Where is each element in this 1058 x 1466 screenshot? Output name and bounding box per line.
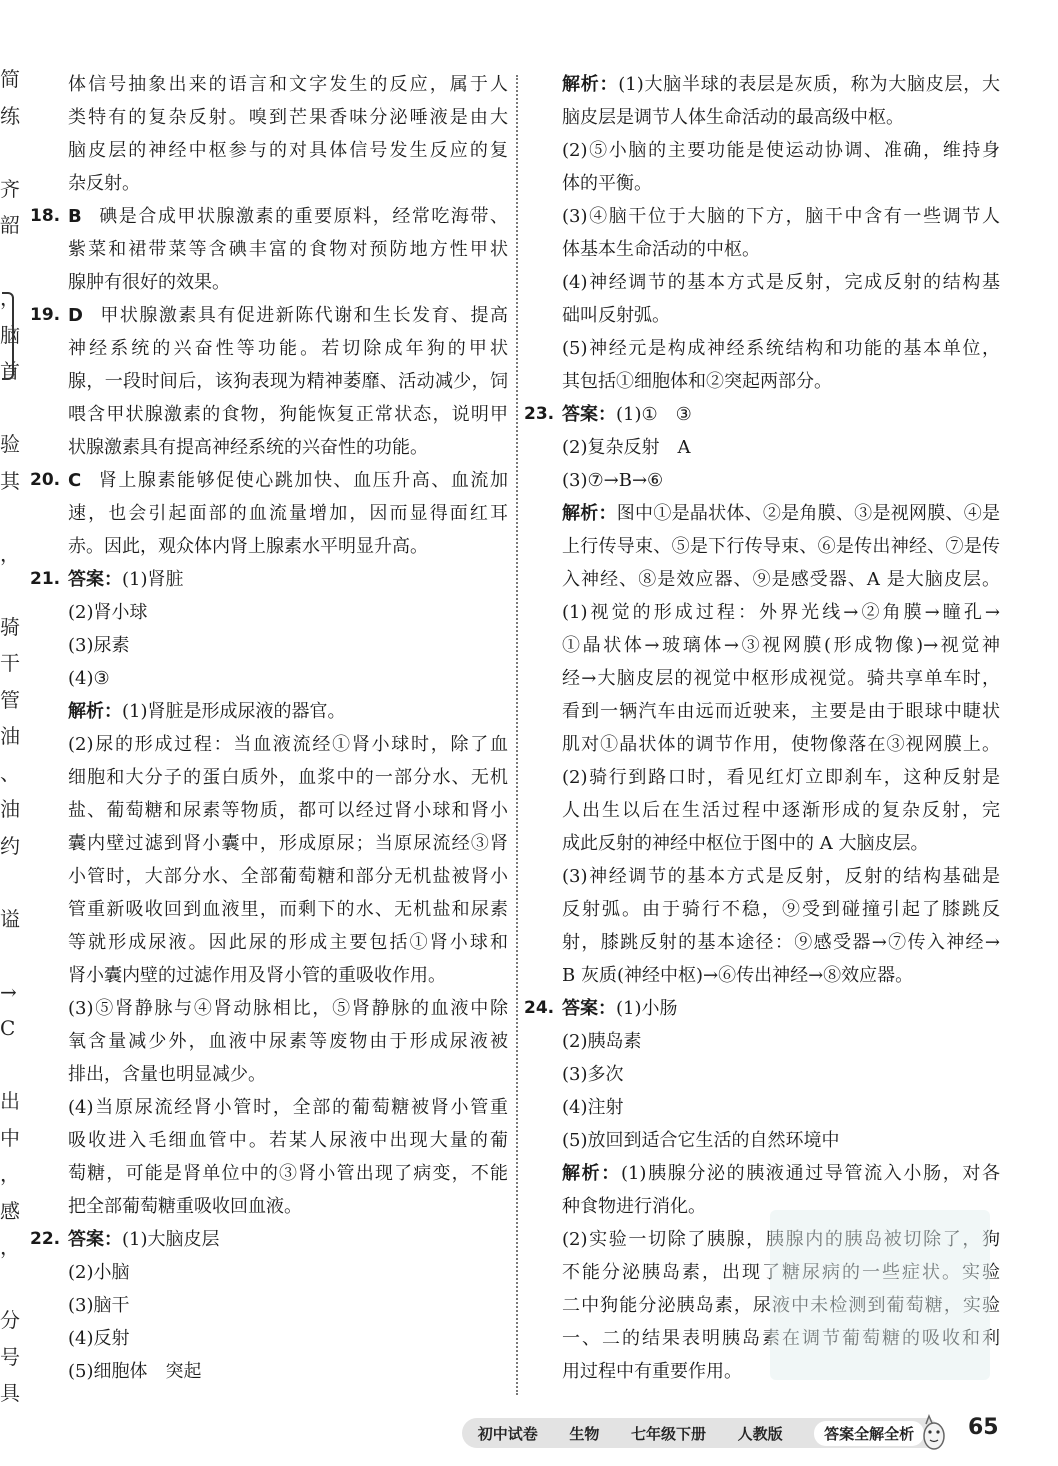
text-line	[524, 794, 1000, 827]
line-text: (5)细胞体 突起	[68, 1361, 202, 1382]
line-text: (2)骑行到路口时，看见红灯立即刹车，这种反射是	[562, 767, 1000, 788]
margin-char: 、	[0, 760, 20, 785]
line-text: 喂含甲状腺激素的食物，狗能恢复正常状态，说明甲	[68, 404, 508, 425]
line-text-wrap	[68, 431, 508, 464]
line-text-wrap	[562, 794, 1000, 827]
line-text: 甲状腺激素具有促进新陈代谢和生长发育、提高	[98, 305, 508, 326]
text-line	[524, 926, 1000, 959]
line-text: 速，也会引起面部的血流量增加，因而显得面红耳	[68, 503, 508, 524]
footer-answer-key: 答案全解全析	[814, 1421, 924, 1446]
answer-label: 解析：	[68, 701, 122, 722]
text-line	[524, 497, 1000, 530]
margin-char: 简	[0, 67, 20, 91]
text-line	[30, 167, 508, 200]
line-text-wrap	[68, 1289, 508, 1322]
line-text-wrap	[562, 101, 1000, 134]
text-line	[524, 134, 1000, 167]
answer-label: 答案：	[68, 1229, 122, 1250]
line-text-wrap	[562, 1157, 1000, 1190]
line-text-wrap	[562, 1025, 1000, 1058]
text-line	[30, 794, 508, 827]
line-text-wrap	[68, 1091, 508, 1124]
text-line	[524, 563, 1000, 596]
line-text: 氧含量减少外，血液中尿素等废物由于形成尿液被	[68, 1031, 508, 1052]
line-text: 上行传导束、⑤是下行传导束、⑥是传出神经、⑦是传	[562, 536, 1000, 557]
line-text: (3)神经调节的基本方式是反射，反射的结构基础是	[562, 866, 1000, 887]
line-text: (4)注射	[562, 1097, 624, 1118]
line-text-wrap	[562, 1124, 1000, 1157]
text-line	[524, 68, 1000, 101]
answer-label: 答案：	[562, 404, 616, 425]
line-text-wrap	[562, 266, 1000, 299]
text-line	[30, 1124, 508, 1157]
answer-label: 解析：	[562, 1163, 621, 1184]
line-text: 肌对①晶状体的调节作用，使物像落在③视网膜上。	[562, 734, 1000, 755]
question-number: 19.	[30, 305, 61, 325]
line-text: 把全部葡萄糖重吸收回血液。	[68, 1196, 302, 1217]
line-text-wrap	[562, 233, 1000, 266]
text-line	[30, 695, 508, 728]
line-text-wrap	[68, 299, 508, 332]
text-line	[30, 101, 508, 134]
text-line	[30, 365, 508, 398]
line-text-wrap	[562, 1091, 1000, 1124]
left-margin-cut-text	[0, 60, 22, 1420]
line-text-wrap	[68, 200, 508, 233]
text-line	[524, 431, 1000, 464]
line-text-wrap	[68, 497, 508, 530]
answer-label: 答案：	[562, 998, 616, 1019]
line-text: B 灰质(神经中枢)→⑥传出神经→⑧效应器。	[562, 965, 914, 986]
text-line	[524, 1157, 1000, 1190]
line-text: 神经系统的兴奋性等功能。若切除成年狗的甲状	[68, 338, 508, 359]
text-line	[524, 101, 1000, 134]
line-text-wrap	[68, 662, 508, 695]
line-text: 成此反射的神经中枢位于图中的 A 大脑皮层。	[562, 833, 929, 854]
text-line	[30, 1289, 508, 1322]
margin-char: 首	[0, 359, 20, 383]
line-text: 排出，含量也明显减少。	[68, 1064, 266, 1085]
line-text-wrap	[68, 365, 508, 398]
line-text-wrap	[562, 926, 1000, 959]
question-number: 24.	[524, 998, 555, 1018]
line-text: 其包括①细胞体和②突起两部分。	[562, 371, 832, 392]
line-text-wrap	[68, 1223, 508, 1256]
line-text: (3)尿素	[68, 635, 130, 656]
text-line	[30, 1025, 508, 1058]
line-text-wrap	[68, 266, 508, 299]
margin-bracket-mark	[2, 292, 14, 380]
line-text-wrap	[68, 1124, 508, 1157]
text-line	[524, 662, 1000, 695]
line-text: 图中①是晶状体、②是角膜、③是视网膜、④是	[616, 503, 1000, 524]
question-number: 23.	[524, 404, 555, 424]
line-text-wrap	[562, 398, 1000, 431]
line-text: 二中狗能分泌胰岛素，尿液中未检测到葡萄糖，实验	[562, 1295, 1000, 1316]
line-text: 盐、葡萄糖和尿素等物质，都可以经过肾小球和肾小	[68, 800, 508, 821]
line-text-wrap	[562, 68, 1000, 101]
line-text-wrap	[562, 959, 1000, 992]
text-line	[30, 1190, 508, 1223]
line-text: 看到一辆汽车由远而近驶来，主要是由于眼球中睫状	[562, 701, 1000, 722]
margin-char: 感	[0, 1198, 20, 1223]
text-line	[30, 1355, 508, 1388]
margin-char: 骑	[0, 614, 20, 639]
line-text: 脑皮层的神经中枢参与的对具体信号发生反应的复	[68, 140, 508, 161]
text-line	[524, 860, 1000, 893]
text-line	[524, 959, 1000, 992]
line-text: (2)尿的形成过程：当血液流经①肾小球时，除了血	[68, 734, 508, 755]
right-column	[524, 68, 1000, 1388]
line-text: 经→大脑皮层的视觉中枢形成视觉。骑共享单车时，	[562, 668, 1000, 689]
text-line	[524, 266, 1000, 299]
text-line	[30, 893, 508, 926]
text-line	[30, 1157, 508, 1190]
line-text-wrap	[562, 827, 1000, 860]
line-text-wrap	[562, 530, 1000, 563]
line-text-wrap	[68, 530, 508, 563]
line-text: (2)小脑	[68, 1262, 130, 1283]
text-line	[30, 563, 508, 596]
answer-letter: D	[68, 305, 83, 326]
line-text: (1)小肠	[616, 998, 678, 1019]
text-line	[524, 200, 1000, 233]
line-text: (3)⑦→B→⑥	[562, 470, 664, 491]
margin-char: 齐	[0, 176, 20, 201]
question-number: 18.	[30, 206, 61, 226]
text-line	[30, 332, 508, 365]
line-text: 杂反射。	[68, 173, 140, 194]
line-text-wrap	[562, 695, 1000, 728]
line-text: (3)⑤肾静脉与④肾动脉相比，⑤肾静脉的血液中除	[68, 998, 508, 1019]
margin-char: 分	[0, 1308, 20, 1332]
text-line	[524, 761, 1000, 794]
margin-char: 练	[0, 103, 20, 128]
line-text: (1)胰腺分泌的胰液通过导管流入小肠，对各	[620, 1163, 1000, 1184]
text-line	[30, 1058, 508, 1091]
text-line	[30, 299, 508, 332]
line-text: 管重新吸收回到血液里，而剩下的水、无机盐和尿素	[68, 899, 508, 920]
line-text-wrap	[68, 695, 508, 728]
page-footer	[462, 1418, 940, 1448]
line-text: 类特有的复杂反射。嗅到芒果香味分泌唾液是由大	[68, 107, 508, 128]
left-column	[30, 68, 508, 1388]
text-line	[30, 761, 508, 794]
line-text: 射，膝跳反射的基本途径：⑨感受器→⑦传入神经→	[562, 932, 1000, 953]
line-text: (1)肾脏是形成尿液的器官。	[122, 701, 346, 722]
line-text: (4)神经调节的基本方式是反射，完成反射的结构基	[562, 272, 1000, 293]
answer-label: 解析：	[562, 503, 617, 524]
text-line	[524, 464, 1000, 497]
line-text-wrap	[562, 167, 1000, 200]
line-text: (3)④脑干位于大脑的下方，脑干中含有一些调节人	[562, 206, 1000, 227]
line-text: 囊内壁过滤到肾小囊中，形成原尿；当原尿流经③肾	[68, 833, 508, 854]
text-line	[30, 860, 508, 893]
line-text-wrap	[68, 1190, 508, 1223]
line-text: 种食物进行消化。	[562, 1196, 706, 1217]
margin-char: 约	[0, 833, 20, 858]
answer-letter: C	[68, 470, 82, 491]
margin-char: 出	[0, 1089, 20, 1113]
line-text-wrap	[68, 761, 508, 794]
margin-char: 脑	[0, 322, 20, 347]
text-line	[30, 926, 508, 959]
text-line	[524, 365, 1000, 398]
footer-series: 初中试卷	[477, 1424, 538, 1443]
margin-char: 中	[0, 1125, 20, 1150]
text-line	[524, 992, 1000, 1025]
line-text-wrap	[68, 794, 508, 827]
line-text-wrap	[562, 497, 1000, 530]
line-text: (2)实验一切除了胰腺，胰腺内的胰岛被切除了，狗	[562, 1229, 1000, 1250]
line-text-wrap	[68, 68, 508, 101]
line-text: 体基本生命活动的中枢。	[562, 239, 760, 260]
line-text-wrap	[562, 332, 1000, 365]
line-text-wrap	[68, 827, 508, 860]
margin-char: 管	[0, 687, 20, 712]
text-line	[524, 1091, 1000, 1124]
margin-char: ，	[0, 1162, 20, 1186]
background-stamp-watermark	[770, 1210, 990, 1380]
text-line	[30, 728, 508, 761]
question-number: 22.	[30, 1229, 61, 1249]
line-text-wrap	[562, 365, 1000, 398]
line-text: 一、二的结果表明胰岛素在调节葡萄糖的吸收和利	[562, 1328, 1000, 1349]
line-text: (1)① ③	[616, 404, 692, 425]
answer-label: 答案：	[68, 569, 122, 590]
margin-char: ，	[0, 1235, 20, 1259]
line-text: 碘是合成甲状腺激素的重要原料，经常吃海带、	[97, 206, 508, 227]
line-text: 入神经、⑧是效应器、⑨是感受器、A 是大脑皮层。	[562, 569, 1000, 590]
line-text: 脑皮层是调节人体生命活动的最高级中枢。	[562, 107, 904, 128]
text-line	[524, 398, 1000, 431]
line-text-wrap	[68, 959, 508, 992]
text-line	[524, 332, 1000, 365]
text-line	[30, 827, 508, 860]
line-text: 不能分泌胰岛素，出现了糖尿病的一些症状。实验	[562, 1262, 1000, 1283]
line-text: 萄糖，可能是肾单位中的③肾小管出现了病变，不能	[68, 1163, 508, 1184]
text-line	[524, 167, 1000, 200]
line-text: 肾小囊内壁的过滤作用及肾小管的重吸收作用。	[68, 965, 446, 986]
text-line	[30, 1091, 508, 1124]
text-line	[30, 200, 508, 233]
column-divider	[516, 75, 518, 1395]
line-text-wrap	[68, 860, 508, 893]
margin-char: ，	[0, 541, 20, 566]
line-text-wrap	[562, 200, 1000, 233]
text-line	[524, 233, 1000, 266]
line-text: (1)视觉的形成过程：外界光线→②角膜→瞳孔→	[562, 602, 1000, 623]
margin-char: 油	[0, 724, 20, 748]
line-text-wrap	[68, 1256, 508, 1289]
line-text: (2)⑤小脑的主要功能是使运动协调、准确，维持身	[562, 140, 1000, 161]
line-text: 小管时，大部分水、全部葡萄糖和部分无机盐被肾小	[68, 866, 508, 887]
line-text: (1)大脑半球的表层是灰质，称为大脑皮层，大	[618, 74, 1000, 95]
margin-char: 韶	[0, 213, 20, 237]
text-line	[524, 299, 1000, 332]
footer-subject: 生物	[569, 1424, 600, 1443]
line-text-wrap	[562, 1058, 1000, 1091]
line-text: 腺肿有很好的效果。	[68, 272, 230, 293]
line-text: 反射弧。由于骑行不稳，⑨受到碰撞引起了膝跳反	[562, 899, 1000, 920]
margin-char: 油	[0, 797, 20, 821]
question-number: 21.	[30, 569, 61, 589]
line-text-wrap	[562, 431, 1000, 464]
line-text-wrap	[68, 332, 508, 365]
margin-char: 谥	[0, 906, 20, 931]
line-text: (5)神经元是构成神经系统结构和功能的基本单位，	[562, 338, 1000, 359]
line-text-wrap	[562, 860, 1000, 893]
line-text: 细胞和大分子的蛋白质外，血浆中的一部分水、无机	[68, 767, 508, 788]
margin-char: ，	[0, 286, 20, 310]
line-text-wrap	[562, 464, 1000, 497]
line-text-wrap	[68, 926, 508, 959]
margin-char: 干	[0, 651, 20, 675]
line-text-wrap	[68, 233, 508, 266]
line-text-wrap	[68, 1322, 508, 1355]
line-text: 赤。因此，观众体内肾上腺素水平明显升高。	[68, 536, 428, 557]
line-text: 吸收进入毛细血管中。若某人尿液中出现大量的葡	[68, 1130, 508, 1151]
text-line	[524, 1058, 1000, 1091]
line-text-wrap	[68, 1025, 508, 1058]
text-line	[30, 266, 508, 299]
text-line	[524, 1124, 1000, 1157]
text-line	[30, 1256, 508, 1289]
page-number: 65	[968, 1415, 999, 1440]
line-text-wrap	[562, 596, 1000, 629]
line-text-wrap	[68, 101, 508, 134]
line-text-wrap	[562, 563, 1000, 596]
line-text: 腺，一段时间后，该狗表现为精神萎靡、活动减少，饲	[68, 371, 508, 392]
text-line	[524, 695, 1000, 728]
line-text-wrap	[68, 464, 508, 497]
line-text-wrap	[562, 299, 1000, 332]
line-text-wrap	[68, 1157, 508, 1190]
text-line	[30, 959, 508, 992]
line-text: (5)放回到适合它生活的自然环境中	[562, 1130, 840, 1151]
text-line	[30, 1322, 508, 1355]
answer-label: 解析：	[562, 74, 619, 95]
line-text-wrap	[562, 992, 1000, 1025]
text-line	[30, 530, 508, 563]
text-line	[30, 398, 508, 431]
line-text-wrap	[68, 728, 508, 761]
line-text-wrap	[562, 134, 1000, 167]
line-text-wrap	[562, 893, 1000, 926]
line-text: 体信号抽象出来的语言和文字发生的反应，属于人	[68, 74, 508, 95]
text-line	[524, 530, 1000, 563]
footer-edition: 人教版	[737, 1424, 783, 1443]
text-line	[30, 662, 508, 695]
line-text-wrap	[68, 1355, 508, 1388]
line-text-wrap	[68, 398, 508, 431]
text-line	[30, 233, 508, 266]
line-text: 等就形成尿液。因此尿的形成主要包括①肾小球和	[68, 932, 508, 953]
line-text: ①晶状体→玻璃体→③视网膜(形成物像)→视觉神	[562, 635, 1000, 656]
text-line	[30, 1223, 508, 1256]
margin-char: 具	[0, 1381, 20, 1405]
footer-grade: 七年级下册	[630, 1424, 706, 1443]
margin-char: 验	[0, 432, 20, 456]
text-line	[30, 992, 508, 1025]
line-text: (4)③	[68, 668, 110, 689]
line-text-wrap	[68, 629, 508, 662]
line-text: (4)当原尿流经肾小管时，全部的葡萄糖被肾小管重	[68, 1097, 508, 1118]
line-text-wrap	[68, 134, 508, 167]
line-text: 础叫反射弧。	[562, 305, 670, 326]
text-line	[30, 596, 508, 629]
line-text: 人出生以后在生活过程中逐渐形成的复杂反射，完	[562, 800, 1000, 821]
line-text: 体的平衡。	[562, 173, 652, 194]
line-text: (1)大脑皮层	[122, 1229, 220, 1250]
line-text-wrap	[562, 629, 1000, 662]
line-text: 肾上腺素能够促使心跳加快、血压升高、血流加	[97, 470, 508, 491]
text-line	[524, 827, 1000, 860]
line-text: 紫菜和裙带菜等含碘丰富的食物对预防地方性甲状	[68, 239, 508, 260]
text-line	[30, 497, 508, 530]
text-line	[524, 1025, 1000, 1058]
line-text: 用过程中有重要作用。	[562, 1361, 742, 1382]
text-line	[30, 431, 508, 464]
margin-char: →	[0, 979, 17, 1004]
line-text: (2)肾小球	[68, 602, 148, 623]
line-text: 状腺激素具有提高神经系统的兴奋性的功能。	[68, 437, 428, 458]
margin-char: 其	[0, 468, 20, 493]
text-line	[30, 464, 508, 497]
line-text: (2)胰岛素	[562, 1031, 642, 1052]
line-text-wrap	[562, 662, 1000, 695]
line-text-wrap	[68, 1058, 508, 1091]
text-line	[30, 629, 508, 662]
text-line	[524, 629, 1000, 662]
line-text-wrap	[68, 167, 508, 200]
answer-letter: B	[68, 206, 82, 227]
text-line	[524, 596, 1000, 629]
text-line	[524, 893, 1000, 926]
line-text-wrap	[68, 563, 508, 596]
line-text: (4)反射	[68, 1328, 130, 1349]
line-text-wrap	[562, 728, 1000, 761]
text-line	[524, 728, 1000, 761]
line-text: (3)多次	[562, 1064, 624, 1085]
line-text-wrap	[562, 761, 1000, 794]
mascot-icon	[920, 1412, 948, 1452]
line-text-wrap	[68, 596, 508, 629]
line-text-wrap	[68, 992, 508, 1025]
line-text-wrap	[68, 893, 508, 926]
margin-char: 号	[0, 1344, 20, 1369]
text-line	[30, 134, 508, 167]
line-text: (1)肾脏	[122, 569, 184, 590]
text-line	[30, 68, 508, 101]
margin-char: C	[0, 1016, 16, 1040]
line-text: (2)复杂反射 A	[562, 437, 691, 458]
question-number: 20.	[30, 470, 61, 490]
line-text: (3)脑干	[68, 1295, 130, 1316]
